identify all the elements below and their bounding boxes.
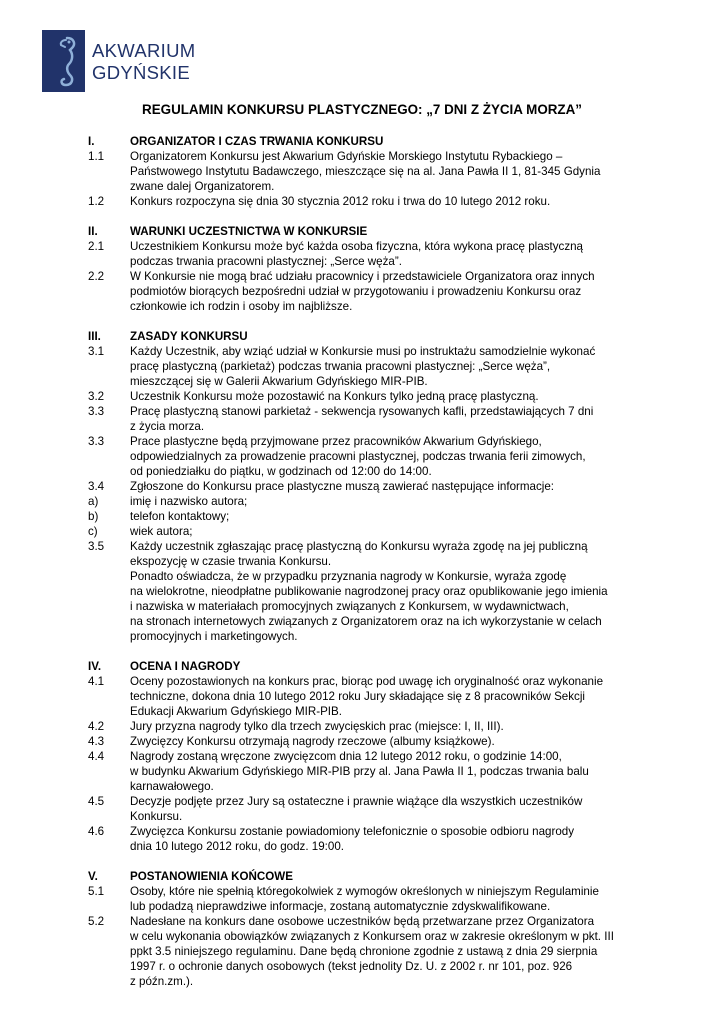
clause — [88, 434, 648, 479]
akwarium-logo — [42, 30, 196, 92]
clause-number: 4.2 — [88, 720, 105, 733]
clause-text — [130, 884, 648, 914]
clause-line: wiek autora; — [130, 525, 193, 538]
clause — [88, 194, 648, 209]
logo-line-2: GDYŃSKIE — [92, 62, 191, 83]
clause-line: Prace plastyczne będą przyjmowane przez pracowników Akwarium Gdyńskiego, — [130, 435, 542, 448]
clause-line: Zwycięzcy Konkursu otrzymają nagrody rzeczowe (albumy książkowe). — [130, 735, 495, 748]
clause-number: 3.2 — [88, 390, 105, 403]
clause-line: techniczne, dokona dnia 10 lutego 2012 roku Jury składające się z 8 pracowników Sekcji — [130, 690, 585, 703]
section — [88, 659, 648, 854]
clause-line: Każdy uczestnik zgłaszając pracę plastyczną do Konkursu wyraża zgodę na jej publiczną — [130, 540, 588, 553]
clause-line: odpowiedzialnych za prowadzenie pracowni plastycznej, podczas trwania ferii zimowych, — [130, 450, 586, 463]
clause-line: Każdy Uczestnik, aby wziąć udział w Konkursie musi po instruktażu samodzielnie wykonać — [130, 345, 596, 358]
clause-number: c) — [88, 525, 98, 538]
clause-line: W Konkursie nie mogą brać udziału pracownicy i przedstawiciele Organizatora oraz innych — [130, 270, 595, 283]
section-heading-text: OCENA I NAGRODY — [130, 660, 241, 673]
clause — [88, 509, 648, 524]
clause-number: 3.4 — [88, 480, 105, 493]
clause-number: 3.5 — [88, 540, 105, 553]
clause-line: z późn.zm.). — [130, 975, 194, 988]
clause-text — [130, 494, 648, 509]
clause-text — [130, 749, 648, 794]
clause-line: lub podadzą nieprawdziwe informacje, zostaną automatycznie zdyskwalifikowane. — [130, 900, 551, 913]
clause-text — [130, 524, 648, 539]
clause-text — [130, 719, 648, 734]
section-heading-text: ZASADY KONKURSU — [130, 330, 248, 343]
clause-number: 3.3 — [88, 405, 105, 418]
clause-line: na stronach internetowych związanych z Organizatorem oraz na ich wykorzystanie w celach — [130, 615, 602, 628]
clause-number: 5.2 — [88, 915, 105, 928]
clause — [88, 404, 648, 434]
section — [88, 224, 648, 314]
section-heading — [88, 134, 648, 149]
clause — [88, 479, 648, 494]
clause-number: 4.4 — [88, 750, 105, 763]
section-heading — [88, 329, 648, 344]
clause-number: 2.1 — [88, 240, 105, 253]
clause — [88, 719, 648, 734]
section — [88, 329, 648, 644]
seahorse-logo-icon — [42, 30, 85, 92]
clause-line: imię i nazwisko autora; — [130, 495, 248, 508]
clause — [88, 269, 648, 314]
clause-text — [130, 344, 648, 389]
clause-text — [130, 434, 648, 479]
clause-line: telefon kontaktowy; — [130, 510, 230, 523]
section-number: I. — [88, 135, 95, 148]
clause-line: i nazwiska w materiałach promocyjnych związanych z Konkursem, w wydawnictwach, — [130, 600, 569, 613]
clause-line: Nagrody zostaną wręczone zwycięzcom dnia 12 lutego 2012 roku, o godzinie 14:00, — [130, 750, 562, 763]
clause-line: Zwycięzca Konkursu zostanie powiadomiony telefonicznie o sposobie odbioru nagrody — [130, 825, 575, 838]
regulations-body — [88, 134, 648, 1004]
clause-line: Państwowego Instytutu Badawczego, mieszczące się na al. Jana Pawła II 1, 81-345 Gdynia — [130, 165, 601, 178]
logo-line-1: AKWARIUM — [92, 40, 196, 61]
clause-line: podmiotów biorących bezpośredni udział w przygotowaniu i prowadzeniu Konkursu oraz — [130, 285, 582, 298]
clause-line: zwane dalej Organizatorem. — [130, 180, 275, 193]
clause-line: Jury przyzna nagrody tylko dla trzech zwycięskich prac (miejsce: I, II, III). — [130, 720, 504, 733]
clause-line: Uczestnikiem Konkursu może być każda osoba fizyczna, która wykona pracę plastyczną — [130, 240, 584, 253]
section-heading — [88, 659, 648, 674]
clause-text — [130, 269, 648, 314]
section-heading-text: WARUNKI UCZESTNICTWA W KONKURSIE — [130, 225, 368, 238]
clause-line: Pracę plastyczną stanowi parkietaż - sekwencja rysowanych kafli, przedstawiających 7 dni — [130, 405, 594, 418]
clause-number: 5.1 — [88, 885, 105, 898]
clause-text — [130, 389, 648, 404]
clause — [88, 524, 648, 539]
clause-line: Nadesłane na konkurs dane osobowe uczestników będą przetwarzane przez Organizatora — [130, 915, 595, 928]
clause-line: podczas trwania pracowni plastycznej: „Serce węża”. — [130, 255, 402, 268]
clause — [88, 239, 648, 269]
clause-text — [130, 149, 648, 194]
clause-number: 3.3 — [88, 435, 105, 448]
clause-line: w budynku Akwarium Gdyńskiego MIR-PIB przy al. Jana Pawła II 1, podczas trwania balu — [130, 765, 589, 778]
clause-line: członkowie ich rodzin i osoby im najbliższe. — [130, 300, 353, 313]
section-heading-text: ORGANIZATOR I CZAS TRWANIA KONKURSU — [130, 135, 384, 148]
clause-line: Edukacji Akwarium Gdyńskiego MIR-PIB. — [130, 705, 342, 718]
clause — [88, 794, 648, 824]
clause-line: od poniedziałku do piątku, w godzinach od 12:00 do 14:00. — [130, 465, 432, 478]
clause-text — [130, 794, 648, 824]
clause-number: 4.1 — [88, 675, 105, 688]
section-heading-text: POSTANOWIENIA KOŃCOWE — [130, 870, 293, 883]
clause-line: z życia morza. — [130, 420, 205, 433]
clause — [88, 824, 648, 854]
clause — [88, 884, 648, 914]
clause-number: 1.1 — [88, 150, 105, 163]
clause — [88, 389, 648, 404]
clause-text — [130, 734, 648, 749]
clause — [88, 149, 648, 194]
clause-text — [130, 914, 648, 989]
clause-number: b) — [88, 510, 99, 523]
clause-line: mieszczącej się w Galerii Akwarium Gdyńskiego MIR-PIB. — [130, 375, 428, 388]
clause — [88, 494, 648, 509]
section-number: V. — [88, 870, 98, 883]
clause — [88, 914, 648, 989]
clause-text — [130, 509, 648, 524]
clause-number: 1.2 — [88, 195, 105, 208]
clause-number: 4.5 — [88, 795, 105, 808]
clause-text — [130, 539, 648, 644]
section-heading — [88, 869, 648, 884]
clause-text — [130, 404, 648, 434]
clause-line: w celu wykonania obowiązków związanych z Konkursem oraz w zakresie określonym w pkt. III — [130, 930, 614, 943]
clause-line: Konkurs rozpoczyna się dnia 30 stycznia 2012 roku i trwa do 10 lutego 2012 roku. — [130, 195, 551, 208]
clause-line: Organizatorem Konkursu jest Akwarium Gdyńskie Morskiego Instytutu Rybackiego – — [130, 150, 563, 163]
clause-line: Oceny pozostawionych na konkurs prac, biorąc pod uwagę ich oryginalność oraz wykonanie — [130, 675, 604, 688]
section-number: II. — [88, 225, 98, 238]
clause-text — [130, 824, 648, 854]
clause-number: a) — [88, 495, 99, 508]
clause-text — [130, 194, 648, 209]
clause — [88, 674, 648, 719]
clause-line: ppkt 3.5 niniejszego regulaminu. Dane będą chronione zgodnie z ustawą z dnia 29 sierpnia — [130, 945, 598, 958]
clause-line: Decyzje podjęte przez Jury są ostateczne i prawnie wiążące dla wszystkich uczestników — [130, 795, 583, 808]
clause-text — [130, 479, 648, 494]
section-number: III. — [88, 330, 101, 343]
clause — [88, 539, 648, 644]
clause-line: Zgłoszone do Konkursu prace plastyczne muszą zawierać następujące informacje: — [130, 480, 555, 493]
clause-number: 2.2 — [88, 270, 105, 283]
clause-line: ekspozycję w czasie trwania Konkursu. — [130, 555, 332, 568]
clause-line: Konkursu. — [130, 810, 183, 823]
clause-number: 4.6 — [88, 825, 105, 838]
clause-number: 4.3 — [88, 735, 105, 748]
clause-line: 1997 r. o ochronie danych osobowych (tekst jednolity Dz. U. z 2002 r. nr 101, poz. 926 — [130, 960, 573, 973]
section — [88, 869, 648, 989]
clause — [88, 734, 648, 749]
clause-line: Uczestnik Konkursu może pozostawić na Konkurs tylko jedną pracę plastyczną. — [130, 390, 539, 403]
section-heading — [88, 224, 648, 239]
clause-text — [130, 239, 648, 269]
document-title: REGULAMIN KONKURSU PLASTYCZNEGO: „7 DNI Z ŻYCIA MORZA” — [142, 102, 582, 117]
section-number: IV. — [88, 660, 102, 673]
clause-line: na wielokrotne, nieodpłatne publikowanie nagrodzonej pracy oraz opublikowanie jego imienia — [130, 585, 608, 598]
section — [88, 134, 648, 209]
clause-line: dnia 10 lutego 2012 roku, do godz. 19:00. — [130, 840, 345, 853]
clause — [88, 344, 648, 389]
clause-line: Ponadto oświadcza, że w przypadku przyznania nagrody w Konkursie, wyraża zgodę — [130, 570, 567, 583]
clause-line: Osoby, które nie spełnią któregokolwiek z wymogów określonych w niniejszym Regulaminie — [130, 885, 599, 898]
clause-line: promocyjnych i marketingowych. — [130, 630, 298, 643]
clause-number: 3.1 — [88, 345, 105, 358]
clause-line: karnawałowego. — [130, 780, 214, 793]
clause-line: pracę plastyczną (parkietaż) podczas trwania pracowni plastycznej: „Serce węża”, — [130, 360, 551, 373]
clause — [88, 749, 648, 794]
clause-text — [130, 674, 648, 719]
